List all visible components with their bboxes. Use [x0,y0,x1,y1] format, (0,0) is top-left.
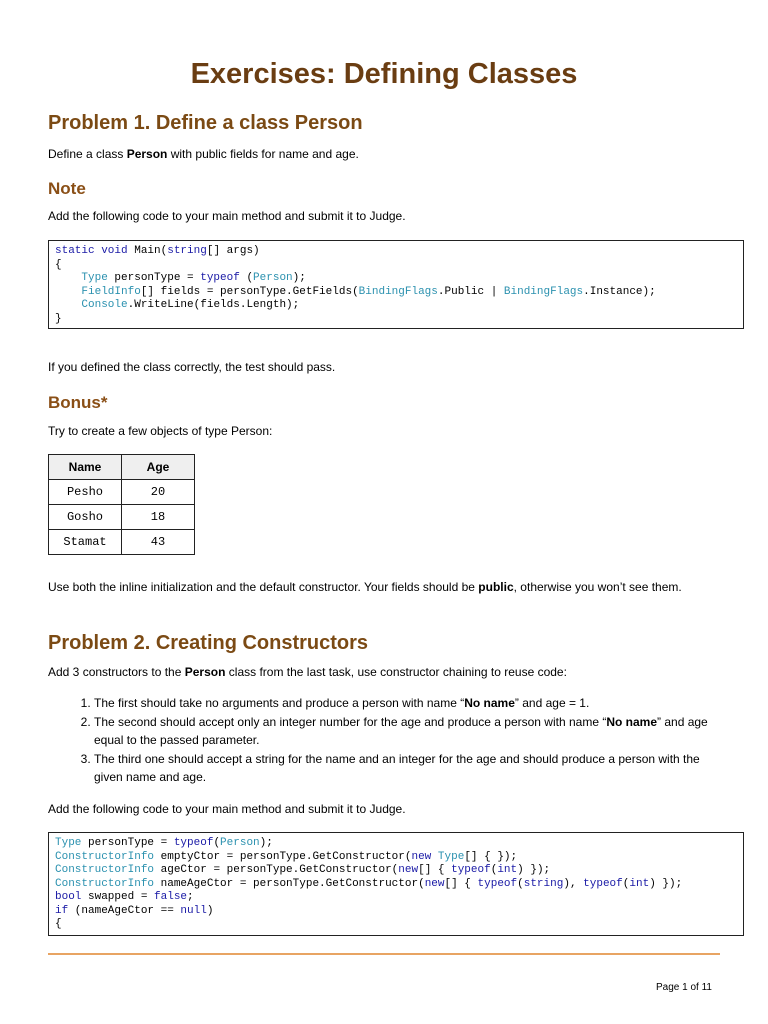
page-title: Exercises: Defining Classes [190,58,578,90]
table-row [49,480,195,505]
table-cell: Pesho [49,480,122,505]
code-line: ConstructorInfo ageCtor = personType.GetConstructor(new[] { typeof(int) }); [55,864,551,876]
code-line: FieldInfo[] fields = personType.GetFields(BindingFlags.Public | BindingFlags.Instance); [81,285,656,298]
code-block-main [48,240,744,329]
code-line: static void Main(string[] args) [55,245,260,257]
code-line: Type personType = typeof (Person); [81,272,306,284]
table-header-age: Age [122,455,195,480]
table-row [49,530,195,555]
bonus-text: Try to create a few objects of type Person: [48,424,273,438]
table-cell: 43 [122,530,195,555]
code-line: Type personType = typeof(Person); [55,837,273,849]
bonus-heading: Bonus* [48,393,108,412]
footer-divider [48,953,720,955]
list-item: 3. The third one should accept a string for the name and an integer for the age and should produce a person with the given name and age. [94,750,720,787]
table-cell: Stamat [49,530,122,555]
note-text: Add the following code to your main method and submit it to Judge. [48,209,406,223]
table-cell: 20 [122,480,195,505]
table-row [49,505,195,530]
list-item: 1. The first should take no arguments and produce a person with name “No name” and age = 1. [94,694,720,713]
table-header-row [49,455,195,480]
problem1-heading: Problem 1. Define a class Person [48,112,363,134]
table-cell: Gosho [49,505,122,530]
code-line: { [55,918,62,930]
problem2-intro: Add 3 constructors to the Person class from the last task, use constructor chaining to reuse code: [48,665,567,679]
initialization-text: Use both the inline initialization and the default constructor. Your fields should be public, otherwise you won’t see them. [48,580,682,594]
code-line: } [55,312,62,325]
code-line: if (nameAgeCtor == null) [55,904,214,917]
table-cell: 18 [122,505,195,530]
problem2-heading: Problem 2. Creating Constructors [48,632,369,654]
code-line: ConstructorInfo nameAgeCtor = personType.GetConstructor(new[] { typeof(string), typeof(int) }); [55,877,683,890]
constructor-list [66,694,720,787]
code-line: Console.WriteLine(fields.Length); [81,299,300,311]
test-pass-text: If you defined the class correctly, the test should pass. [48,360,336,374]
code-line: bool swapped = false; [55,891,194,903]
person-table [48,454,195,555]
table-header-name: Name [49,455,122,480]
problem1-description: Define a class Person with public fields for name and age. [48,147,359,161]
code-line: { [55,258,62,271]
page-number: Page 1 of 11 [656,982,712,993]
code-block-constructors [48,832,744,936]
submit-text: Add the following code to your main method and submit it to Judge. [48,802,406,816]
code-line: ConstructorInfo emptyCtor = personType.GetConstructor(new Type[] { }); [55,850,518,863]
note-heading: Note [48,179,86,198]
list-item: 2. The second should accept only an integer number for the age and produce a person with name “No name” and age equal to the passed parameter. [94,713,720,750]
